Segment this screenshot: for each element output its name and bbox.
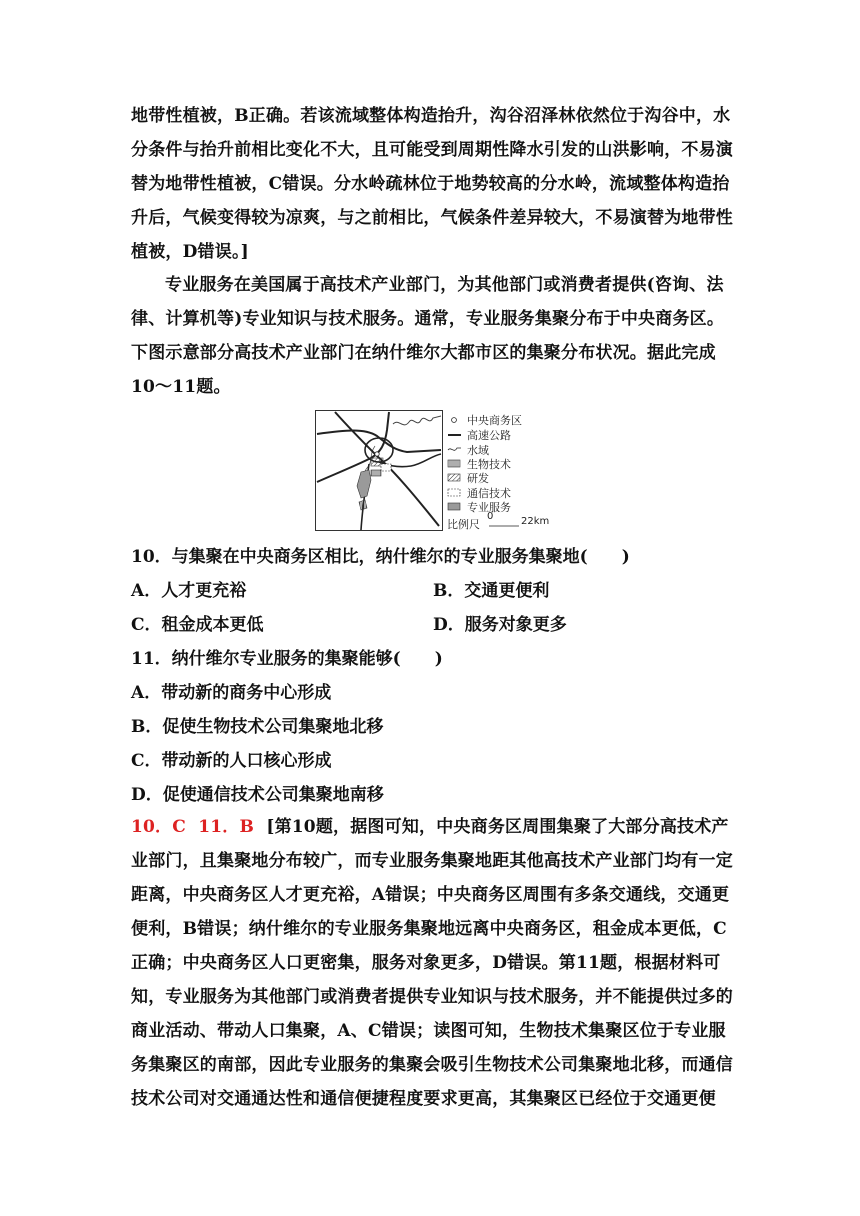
text-line: 下图示意部分高技术产业部门在纳什维尔大都市区的集聚分布状况。据此完成: [131, 343, 716, 363]
question-10-option-a: A．人才更充裕: [131, 581, 247, 601]
text-line: 知，专业服务为其他部门或消费者提供专业知识与技术服务，并不能提供过多的: [131, 987, 733, 1007]
question-10-option-b: B．交通更便利: [433, 581, 550, 601]
material-paragraph: [131, 268, 733, 404]
legend-telecom-symbol: [448, 489, 460, 496]
legend-professional-symbol: [448, 503, 460, 510]
scale-zero: 0: [487, 511, 494, 522]
text-line: 分条件与抬升前相比变化不大，且可能受到周期性降水引发的山洪影响，不易演: [131, 140, 733, 160]
question-10-option-d: D．服务对象更多: [433, 615, 567, 635]
explanation-first-line: [第10题，据图可知，中央商务区周围集聚了大部分高技术产: [266, 817, 729, 837]
legend-cbd-symbol: [452, 418, 457, 423]
legend-professional-label: 专业服务: [467, 501, 511, 514]
legend-rd-label: 研发: [467, 472, 489, 485]
text-line: 距离，中央商务区人才更充裕，A错误；中央商务区周围有多条交通线，交通更: [131, 885, 730, 905]
text-line: 专业服务在美国属于高技术产业部门，为其他部门或消费者提供(咨询、法: [165, 275, 724, 295]
text-line: 正确；中央商务区人口更密集，服务对象更多，D错误。第11题，根据材料可: [131, 953, 721, 973]
answer-q11: 11．B: [198, 817, 255, 837]
question-11-option-a: A．带动新的商务中心形成: [131, 683, 332, 703]
text-line: 地带性植被，B正确。若该流域整体构造抬升，沟谷沼泽林依然位于沟谷中，水: [131, 106, 731, 126]
answer-q10: 10．C: [131, 817, 186, 837]
biotech-cluster-1: [371, 470, 381, 476]
question-11-option-d: D．促使通信技术公司集聚地南移: [131, 785, 384, 805]
scale-value: 22km: [521, 516, 550, 527]
answer-explanation: [131, 810, 733, 1116]
question-11-stem: 11．纳什维尔专业服务的集聚能够( ): [131, 649, 443, 669]
text-line: 便利，B错误；纳什维尔的专业服务集聚地远离中央商务区，租金成本更低，C: [131, 919, 727, 939]
text-line: 务集聚区的南部，因此专业服务的集聚会吸引生物技术公司集聚地北移，而通信: [131, 1055, 733, 1075]
text-line: 商业活动、带动人口集聚，A、C错误；读图可知，生物技术集聚区位于专业服: [131, 1021, 726, 1041]
text-line: 替为地带性植被，C错误。分水岭疏林位于地势较高的分水岭，流域整体构造抬: [131, 174, 730, 194]
legend-water-symbol: [448, 448, 461, 450]
question-11-option-b: B．促使生物技术公司集聚地北移: [131, 717, 384, 737]
telecom-cluster: [381, 464, 391, 471]
question-10-option-c: C．租金成本更低: [131, 615, 264, 635]
legend-biotech-label: 生物技术: [467, 458, 511, 471]
legend-rd-symbol: [448, 474, 460, 481]
legend-highway-label: 高速公路: [467, 429, 511, 442]
legend-cbd-label: 中央商务区: [467, 414, 522, 427]
legend-biotech-symbol: [448, 460, 460, 467]
text-line: 植被，D错误。]: [131, 242, 249, 262]
answer-line: [131, 810, 733, 844]
legend-telecom-label: 通信技术: [467, 487, 511, 500]
text-line: 10～11题。: [131, 377, 231, 397]
question-11-option-c: C．带动新的人口核心形成: [131, 751, 332, 771]
map-drawing: [315, 410, 555, 534]
previous-answer-explanation: [131, 99, 733, 269]
text-line: 技术公司对交通通达性和通信便捷程度要求更高，其集聚区已经位于交通更便: [131, 1089, 716, 1109]
text-line: 业部门，且集聚地分布较广，而专业服务集聚地距其他高技术产业部门均有一定: [131, 851, 733, 871]
legend-water-label: 水域: [467, 444, 489, 457]
text-line: 律、计算机等)专业知识与技术服务。通常，专业服务集聚分布于中央商务区。: [131, 309, 725, 329]
cbd-marker: [375, 452, 379, 456]
question-10-stem: 10．与集聚在中央商务区相比，纳什维尔的专业服务集聚地( ): [131, 547, 630, 567]
text-line: 升后，气候变得较为凉爽，与之前相比，气候条件差异较大，不易演替为地带性: [131, 208, 733, 228]
nashville-cluster-map: [315, 410, 555, 534]
scale-label: 比例尺: [447, 518, 480, 531]
